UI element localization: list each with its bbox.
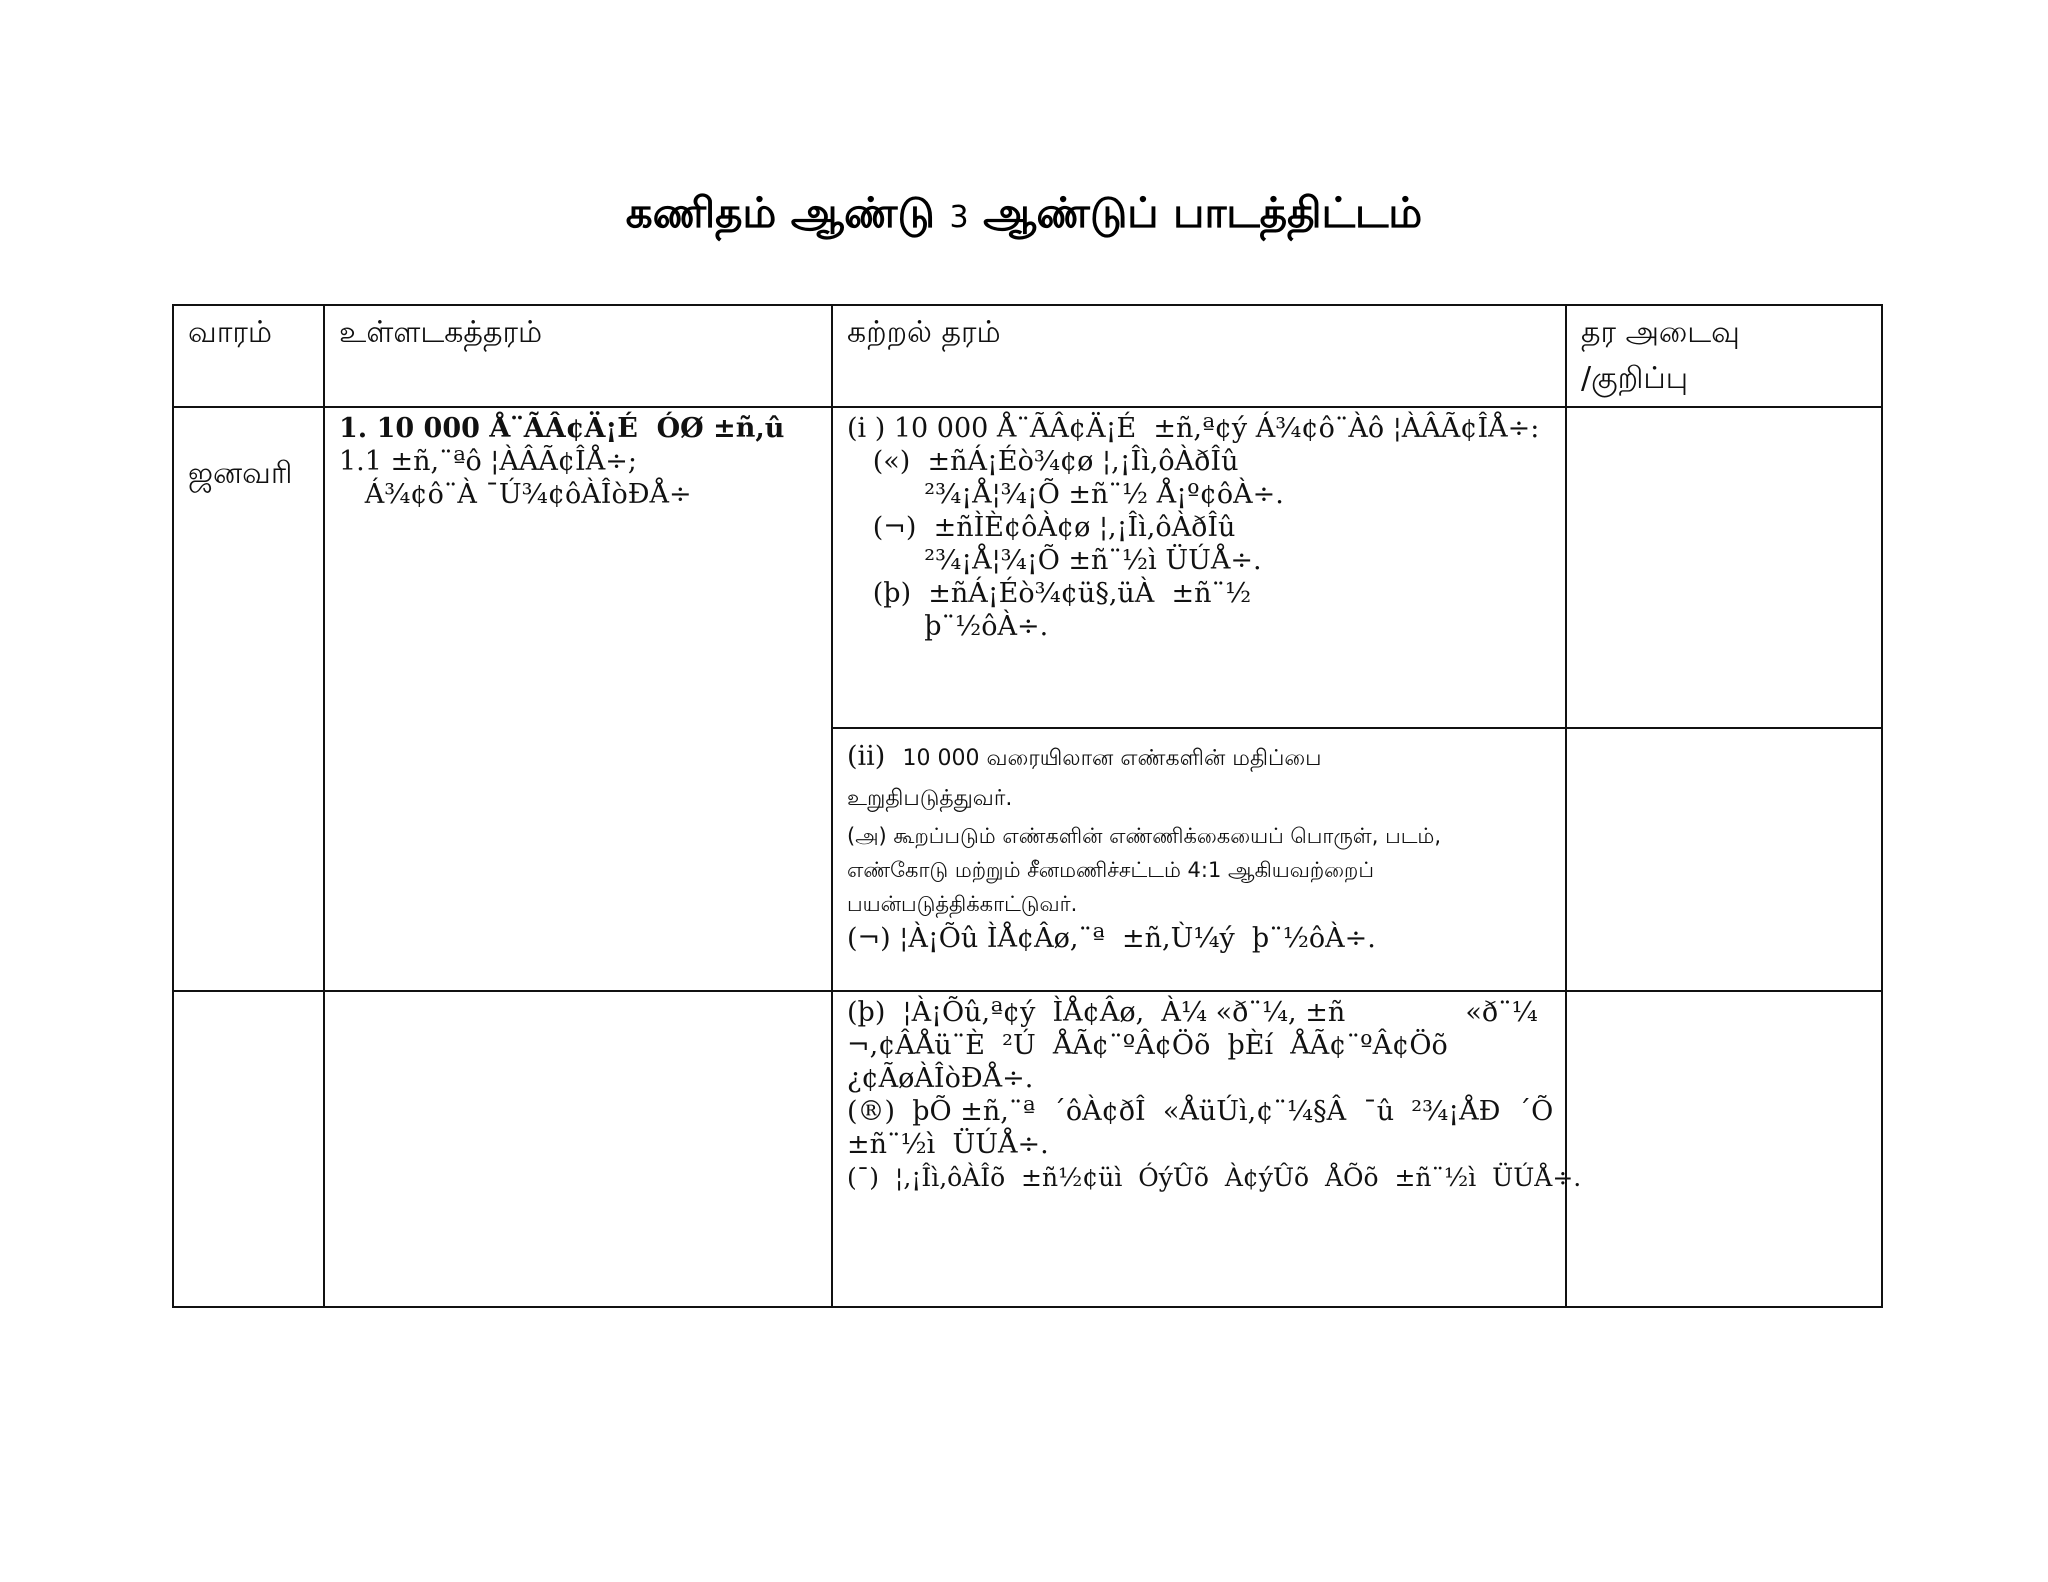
notes-cell [1566, 407, 1882, 728]
learning-line: (®) þÕ ±ñ,¨ª ´ôÀ¢ðÎ «ÅüÚì,¢¨¼§Â ¯û ²¾¡ÅÐ ´Õ [847, 1096, 1554, 1127]
learning-line: (¬) ±ñÌÈ¢ôÀ¢ø ¦,¡Îì,ôÀðÎû [847, 512, 1236, 543]
learning-line-text: 10 000 வரையிலான எண்களின் மதிப்பை [902, 746, 1322, 771]
learning-standard-cell [832, 407, 1566, 728]
learning-line: (þ) ¦À¡Õû,ª¢ý ÌÅ¢Âø, À¼ «ð¨¼, ±ñ «ð¨¼ [847, 997, 1538, 1028]
learning-line: ¬,¢ÂÅü¨È ²Ú ÅÃ¢¨ºÂ¢Öõ þÈí ÅÃ¢¨ºÂ¢Öõ [847, 1030, 1448, 1061]
table-row [173, 991, 1882, 1307]
notes-cell [1566, 991, 1882, 1307]
content-standard-title: 1. 10 000 Å¨ÃÂ¢Ä¡É ÓØ ±ñ,û [339, 413, 785, 444]
header-learning-standard: கற்றல் தரம் [832, 305, 1566, 407]
table-row [173, 407, 1882, 728]
content-standard-line: Á¾¢ô¨À ¯Ú¾¢ôÀÎòÐÅ÷ [339, 479, 692, 510]
header-content-standard: உள்ளடகத்தரம் [324, 305, 832, 407]
title-part2: ஆண்டுப் பாடத்திட்டம் [968, 188, 1423, 237]
content-standard-cell [324, 991, 832, 1307]
learning-standard-cell [832, 728, 1566, 991]
learning-line: ²¾¡Å¦¾¡Õ ±ñ¨½ Å¡º¢ôÀ÷. [847, 479, 1284, 510]
learning-line: எண்கோடு மற்றும் சீனமணிச்சட்டம் 4:1 ஆகியவற்றைப் [847, 858, 1374, 882]
header-notes-line2: /குறிப்பு [1581, 361, 1689, 396]
learning-line: பயன்படுத்திக்காட்டுவர். [847, 892, 1078, 916]
learning-line: («) ±ñÁ¡Éò¾¢ø ¦,¡Îì,ôÀðÎû [847, 446, 1239, 477]
week-cell [173, 991, 324, 1307]
learning-line: ²¾¡Å¦¾¡Õ ±ñ¨½ì ÜÚÅ÷. [847, 545, 1262, 576]
content-standard-cell [324, 407, 832, 991]
notes-cell [1566, 728, 1882, 991]
header-week: வாரம் [173, 305, 324, 407]
title-year-number: 3 [949, 200, 969, 235]
learning-line: (i ) 10 000 Å¨ÃÂ¢Ä¡É ±ñ,ª¢ý Á¾¢ô¨Àô ¦ÀÂÃ¢ÎÅ÷: [847, 413, 1540, 444]
table-header-row [173, 305, 1882, 407]
syllabus-table [172, 304, 1883, 1308]
learning-line: ±ñ¨½ì ÜÚÅ÷. [847, 1129, 1049, 1160]
learning-line: (¬) ¦À¡Õû ÌÅ¢Âø,¨ª ±ñ,Ù¼ý þ¨½ôÀ÷. [847, 923, 1376, 954]
learning-line: (¯) ¦,¡Îì,ôÀÎõ ±ñ½¢üì ÓýÛõ À¢ýÛõ ÅÕõ ±ñ¨½ì ÜÚÅ÷. [847, 1163, 1582, 1192]
learning-line: (அ) கூறப்படும் எண்களின் எண்ணிக்கையைப் பொருள், படம், [847, 824, 1441, 848]
header-notes [1566, 305, 1882, 407]
title-part1: கணிதம் ஆண்டு [625, 188, 950, 237]
week-cell [173, 407, 324, 991]
learning-line: ¿¢ÃøÀÎòÐÅ÷. [847, 1063, 1034, 1094]
header-notes-line1: தர அடைவு [1581, 315, 1740, 350]
week-label: ஜனவரி [188, 456, 293, 491]
document-title [0, 188, 2048, 243]
learning-standard-cell [832, 991, 1582, 1307]
content-standard-line: 1.1 ±ñ,¨ªô ¦ÀÂÃ¢ÎÅ÷; [339, 446, 637, 477]
learning-line: (þ) ±ñÁ¡Éò¾¢ü§,üÀ ±ñ¨½ [847, 578, 1252, 609]
learning-line [847, 739, 1551, 779]
learning-line: உறுதிபடுத்துவர். [847, 786, 1013, 811]
learning-line: þ¨½ôÀ÷. [847, 611, 1049, 642]
learning-item-prefix: (ii) [847, 741, 903, 772]
